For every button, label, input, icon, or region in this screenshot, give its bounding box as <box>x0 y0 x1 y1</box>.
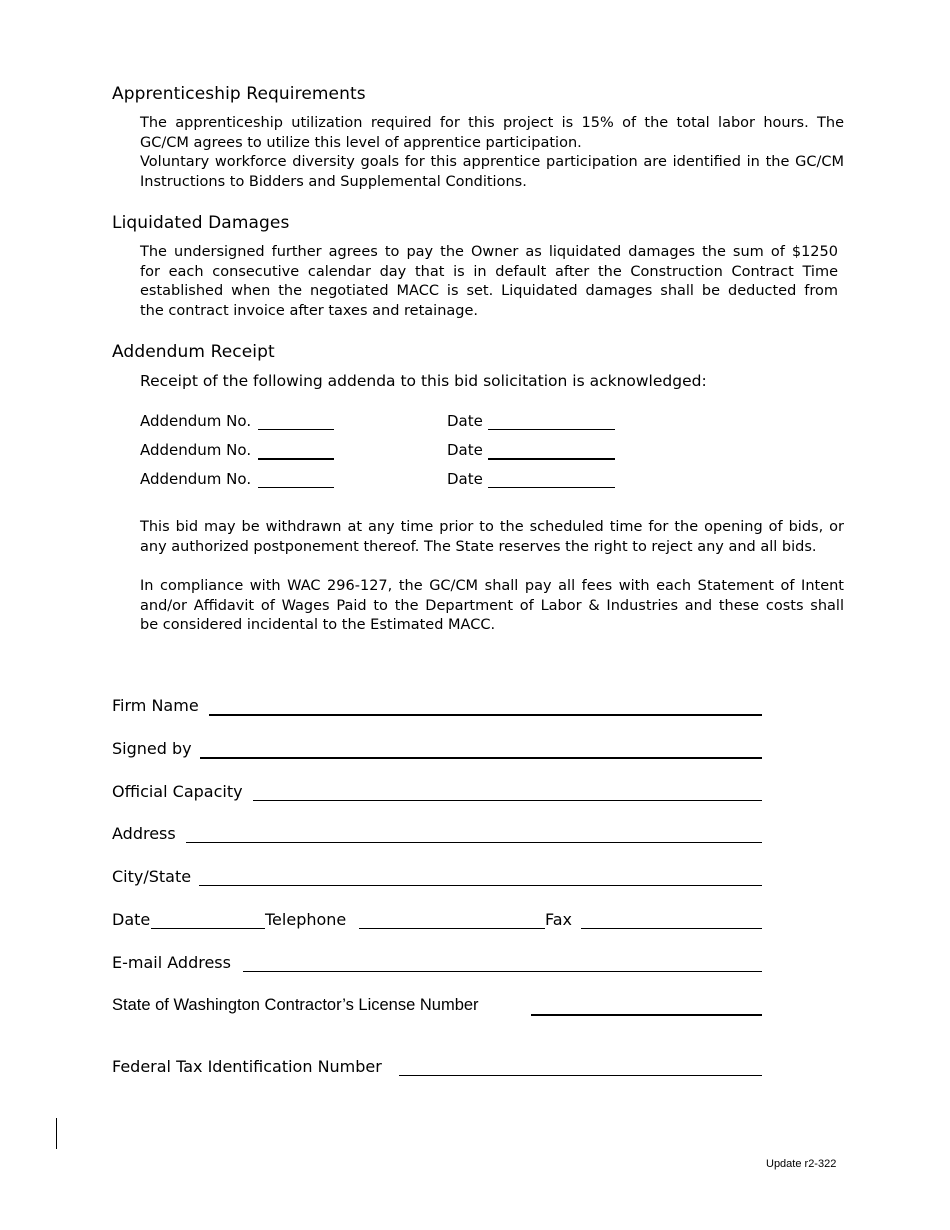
addendum-no-label: Addendum No. <box>140 470 252 488</box>
license-field[interactable] <box>531 1014 762 1016</box>
liquidated-line-4: the contract invoice after taxes and retainage. <box>140 302 479 319</box>
compliance-line-1: In compliance with WAC 296-127, the GC/CM shall pay all fees with each Statement of Intent <box>140 578 844 594</box>
address-field[interactable] <box>186 842 762 843</box>
date-label: Date <box>112 910 151 929</box>
addendum-no-label: Addendum No. <box>140 441 252 459</box>
liquidated-paragraph <box>140 243 838 321</box>
liquidated-line-3: established when the negotiated MACC is set. Liquidated damages shall be deducted from <box>140 283 838 300</box>
apprenticeship-heading: Apprenticeship Requirements <box>112 84 366 104</box>
liquidated-line-2: for each consecutive calendar day that is in default after the Construction Contract Time <box>140 263 838 280</box>
city-state-field[interactable] <box>199 885 762 886</box>
address-label: Address <box>112 824 176 843</box>
addendum-no-field[interactable] <box>258 487 334 488</box>
apprenticeship-line-3: Voluntary workforce diversity goals for this apprentice participation are identified in the GC/CM <box>140 154 844 171</box>
city-state-row <box>112 867 762 891</box>
addendum-row-2 <box>140 441 620 463</box>
tax-id-label: Federal Tax Identification Number <box>112 1057 382 1076</box>
apprenticeship-line-1: The apprenticeship utilization required for this project is 15% of the total labor hours. The <box>140 115 844 131</box>
signed-by-field[interactable] <box>200 757 762 759</box>
tax-id-field[interactable] <box>399 1075 762 1076</box>
date-field[interactable] <box>151 928 265 929</box>
addendum-heading: Addendum Receipt <box>112 342 275 362</box>
fax-field[interactable] <box>581 928 762 929</box>
compliance-line-3: be considered incidental to the Estimated MACC. <box>140 617 496 634</box>
firm-name-row <box>112 696 762 720</box>
signed-by-row <box>112 739 762 763</box>
liquidated-line-1: The undersigned further agrees to pay the Owner as liquidated damages the sum of $1250 <box>140 244 838 260</box>
withdraw-line-2: any authorized postponement thereof. The State reserves the right to reject any and all bids. <box>140 538 817 555</box>
firm-name-label: Firm Name <box>112 696 199 715</box>
email-label: E-mail Address <box>112 953 231 972</box>
apprenticeship-paragraph <box>140 114 844 192</box>
addendum-date-label: Date <box>447 441 483 459</box>
city-state-label: City/State <box>112 867 192 886</box>
official-capacity-row <box>112 782 762 806</box>
license-row <box>112 996 762 1020</box>
apprenticeship-line-2: GC/CM agrees to utilize this level of apprentice participation. <box>140 134 582 151</box>
date-phone-fax-row <box>112 910 762 934</box>
email-field[interactable] <box>243 971 762 972</box>
addendum-no-field[interactable] <box>258 429 334 430</box>
addendum-row-3 <box>140 470 620 492</box>
license-label: State of Washington Contractor’s License Number <box>112 996 479 1014</box>
fax-label: Fax <box>545 910 573 929</box>
withdraw-paragraph <box>140 518 844 557</box>
apprenticeship-line-4: Instructions to Bidders and Supplemental Conditions. <box>140 173 527 190</box>
withdraw-line-1: This bid may be withdrawn at any time prior to the scheduled time for the opening of bids, or <box>140 519 844 535</box>
addendum-no-field[interactable] <box>258 458 334 460</box>
signed-by-label: Signed by <box>112 739 192 758</box>
compliance-line-2: and/or Affidavit of Wages Paid to the Department of Labor & Industries and these costs shall <box>140 597 844 614</box>
telephone-label: Telephone <box>265 910 347 929</box>
addendum-no-label: Addendum No. <box>140 412 252 430</box>
addendum-date-field[interactable] <box>488 487 615 488</box>
email-row <box>112 953 762 977</box>
official-capacity-label: Official Capacity <box>112 782 243 801</box>
liquidated-heading: Liquidated Damages <box>112 213 290 233</box>
revision-margin-bar <box>56 1118 57 1149</box>
addendum-date-field[interactable] <box>488 429 615 430</box>
addendum-date-label: Date <box>447 412 483 430</box>
footer-revision: Update r2-322 <box>766 1158 837 1170</box>
tax-id-row <box>112 1057 762 1081</box>
address-row <box>112 824 762 848</box>
addendum-row-1 <box>140 412 620 434</box>
official-capacity-field[interactable] <box>253 800 762 801</box>
addendum-date-field[interactable] <box>488 458 615 460</box>
compliance-paragraph <box>140 577 844 636</box>
addendum-date-label: Date <box>447 470 483 488</box>
telephone-field[interactable] <box>359 928 545 929</box>
firm-name-field[interactable] <box>209 714 762 716</box>
addendum-intro: Receipt of the following addenda to this bid solicitation is acknowledged: <box>140 372 707 390</box>
